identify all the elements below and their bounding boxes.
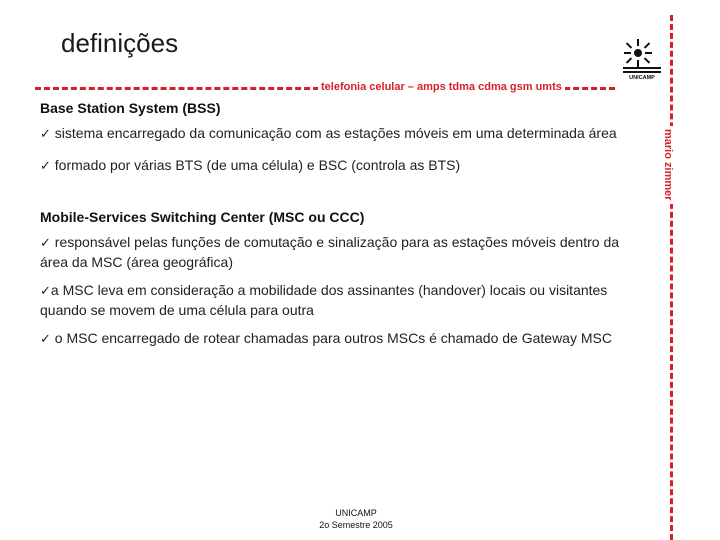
checkmark-icon: ✓ [40,332,51,347]
bullet-item: ✓ formado por várias BTS (de uma célula) e BSC (controla as BTS) [40,157,461,174]
bullet-item: ✓a MSC leva em consideração a mobilidade dos assinantes (handover) locais ou visitantes quando se movem de uma célula para outra [40,282,608,318]
checkmark-icon: ✓ [40,127,51,142]
unicamp-logo-icon [620,36,664,80]
bullet-item: ✓ o MSC encarregado de rotear chamadas para outros MSCs é chamado de Gateway MSC [40,330,612,347]
footer-semester: 2o Semestre 2005 [319,520,393,530]
slide-subtitle: telefonia celular – amps tdma cdma gsm umts [318,81,565,93]
footer [300,507,412,531]
checkmark-icon: ✓ [40,159,51,174]
section-heading-bss: Base Station System (BSS) [40,100,221,116]
vertical-dashed-divider [670,15,673,540]
logo-text: UNICAMP [629,75,655,80]
bullet-item: ✓ responsável pelas funções de comutação e sinalização para as estações móveis dentro da área da MSC (área geográfica) [40,234,620,270]
section-heading-msc: Mobile-Services Switching Center (MSC ou CCC) [40,209,365,225]
slide-title: definições [61,28,179,58]
footer-institution: UNICAMP [335,508,377,518]
author-label: mario zimmer [662,126,674,204]
slide-content [40,100,650,349]
checkmark-icon: ✓ [40,284,51,299]
checkmark-icon: ✓ [40,236,51,251]
bullet-item: ✓ sistema encarregado da comunicação com as estações móveis em uma determinada área [40,125,617,142]
